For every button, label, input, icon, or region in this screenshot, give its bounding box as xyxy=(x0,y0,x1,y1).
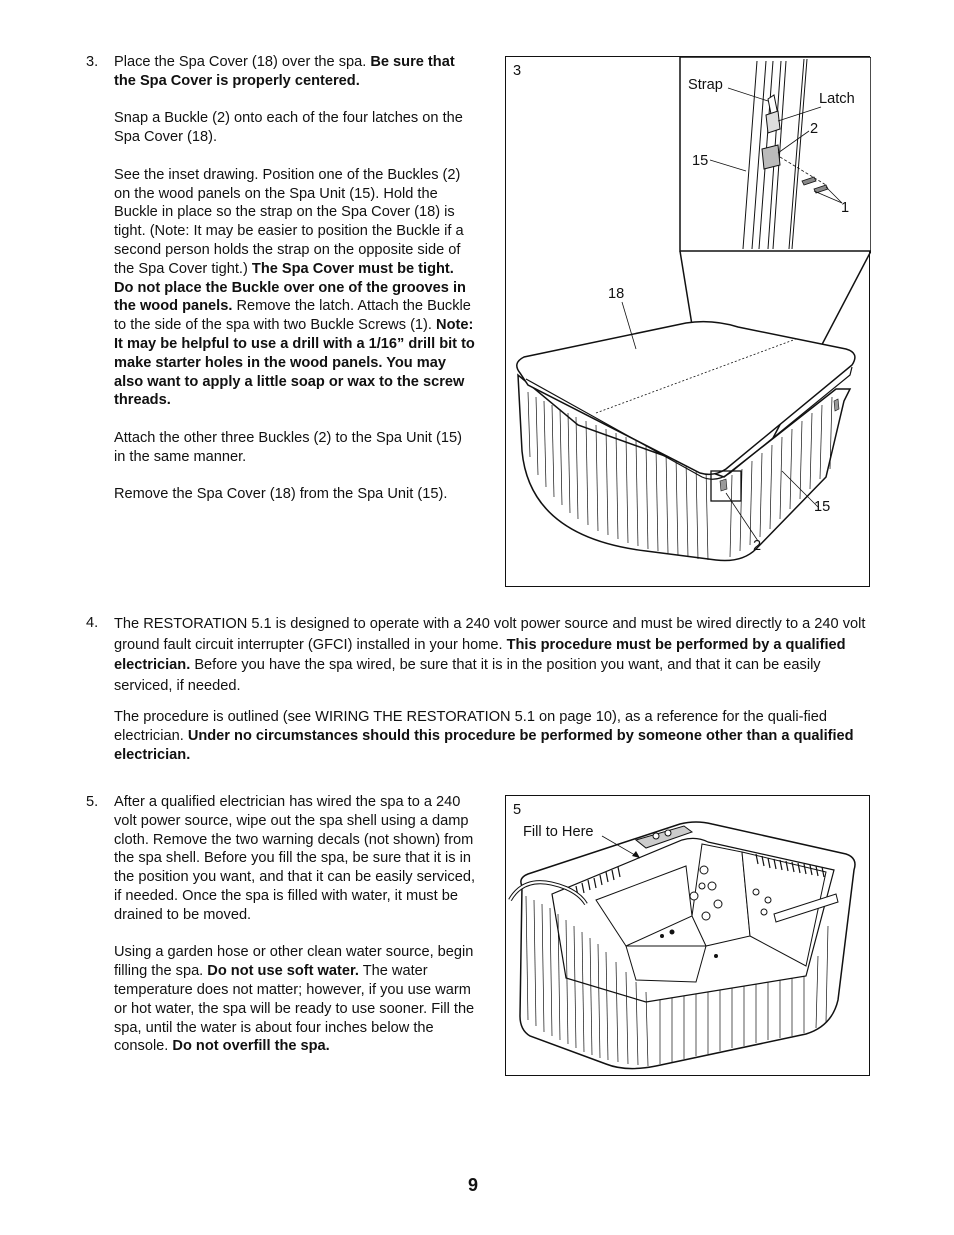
label-2-inset: 2 xyxy=(810,121,819,137)
step5-number: 5. xyxy=(86,794,99,810)
label-15-inset: 15 xyxy=(692,153,709,169)
step4-text xyxy=(114,614,874,764)
step3-para4: Attach the other three Buckles (2) to the Spa Unit (15) in the same manner. xyxy=(114,429,462,465)
label-latch: Latch xyxy=(819,91,855,107)
figure-3-number: 3 xyxy=(513,63,522,79)
figure-3 xyxy=(505,56,870,587)
label-1: 1 xyxy=(841,200,850,216)
label-2: 2 xyxy=(753,538,762,554)
step5-para1: After a qualified electrician has wired the spa to a 240 volt power source, wipe out the spa shell using a damp cloth. Remove the two warning decals (not shown) from the spa shell. Before you fill the spa, be sure that it is in the position you want, and that it can be easily serviced, if needed. Once the spa is filled with water, it must be drained to be moved. xyxy=(114,794,476,923)
figure-5 xyxy=(505,795,870,1076)
step3-text xyxy=(114,53,476,504)
step3-para5: Remove the Spa Cover (18) from the Spa Unit (15). xyxy=(114,486,448,503)
step5-para2: Using a garden hose or other clean water source, begin filling the spa. Do not use soft water. The water temperature does not matter; however, if you use warm or hot water, the spa will be ready to use sooner. Fill the spa, until the water is about four inches below the console. Do not overfill the spa. xyxy=(114,944,475,1055)
label-15: 15 xyxy=(814,499,831,515)
label-18: 18 xyxy=(608,286,625,302)
step3-para3: See the inset drawing. Position one of the Buckles (2) on the wood panels on the Spa Unit (15). Hold the Buckle in place so the strap on the Spa Cover (18) is tight. (Note: It may be easier to position the Buckle if a second person holds the strap on the opposite side of the Spa Cover tight.) The Spa Cover must be tight. Do not place the Buckle over one of the grooves in the wood panels. Remove the latch. Attach the Buckle to the side of the spa with two Buckle Screws (1). Note: It may be helpful to use a drill with a 1/16” drill bit to make starter holes in the wood panels. You may also want to apply a little soap or wax to the screw threads. xyxy=(114,166,475,409)
step3-number: 3. xyxy=(86,54,99,70)
step3-para1: Place the Spa Cover (18) over the spa. Be sure that the Spa Cover is properly centered. xyxy=(114,54,455,89)
figure-5-number: 5 xyxy=(513,802,522,818)
step4-para1: The RESTORATION 5.1 is designed to operate with a 240 volt power source and must be wired directly to a 240 volt ground fault circuit interrupter (GFCI) installed in your home. This procedure must be performed by a qualified electrician. Before you have the spa wired, be sure that it is in the position you want, and that it can be easily serviced, if needed. xyxy=(114,616,866,694)
step4-para2: The procedure is outlined (see WIRING THE RESTORATION 5.1 on page 10), as a reference for the quali-fied electrician. Under no circumstances should this procedure be performed by someone other than a qualified electrician. xyxy=(114,709,854,763)
label-fill-to-here: Fill to Here xyxy=(523,824,594,840)
step3-para2: Snap a Buckle (2) onto each of the four latches on the Spa Cover (18). xyxy=(114,110,463,146)
label-strap: Strap xyxy=(688,77,723,93)
step4-number: 4. xyxy=(86,615,99,631)
step5-text xyxy=(114,793,478,1056)
page-number: 9 xyxy=(468,1175,479,1195)
